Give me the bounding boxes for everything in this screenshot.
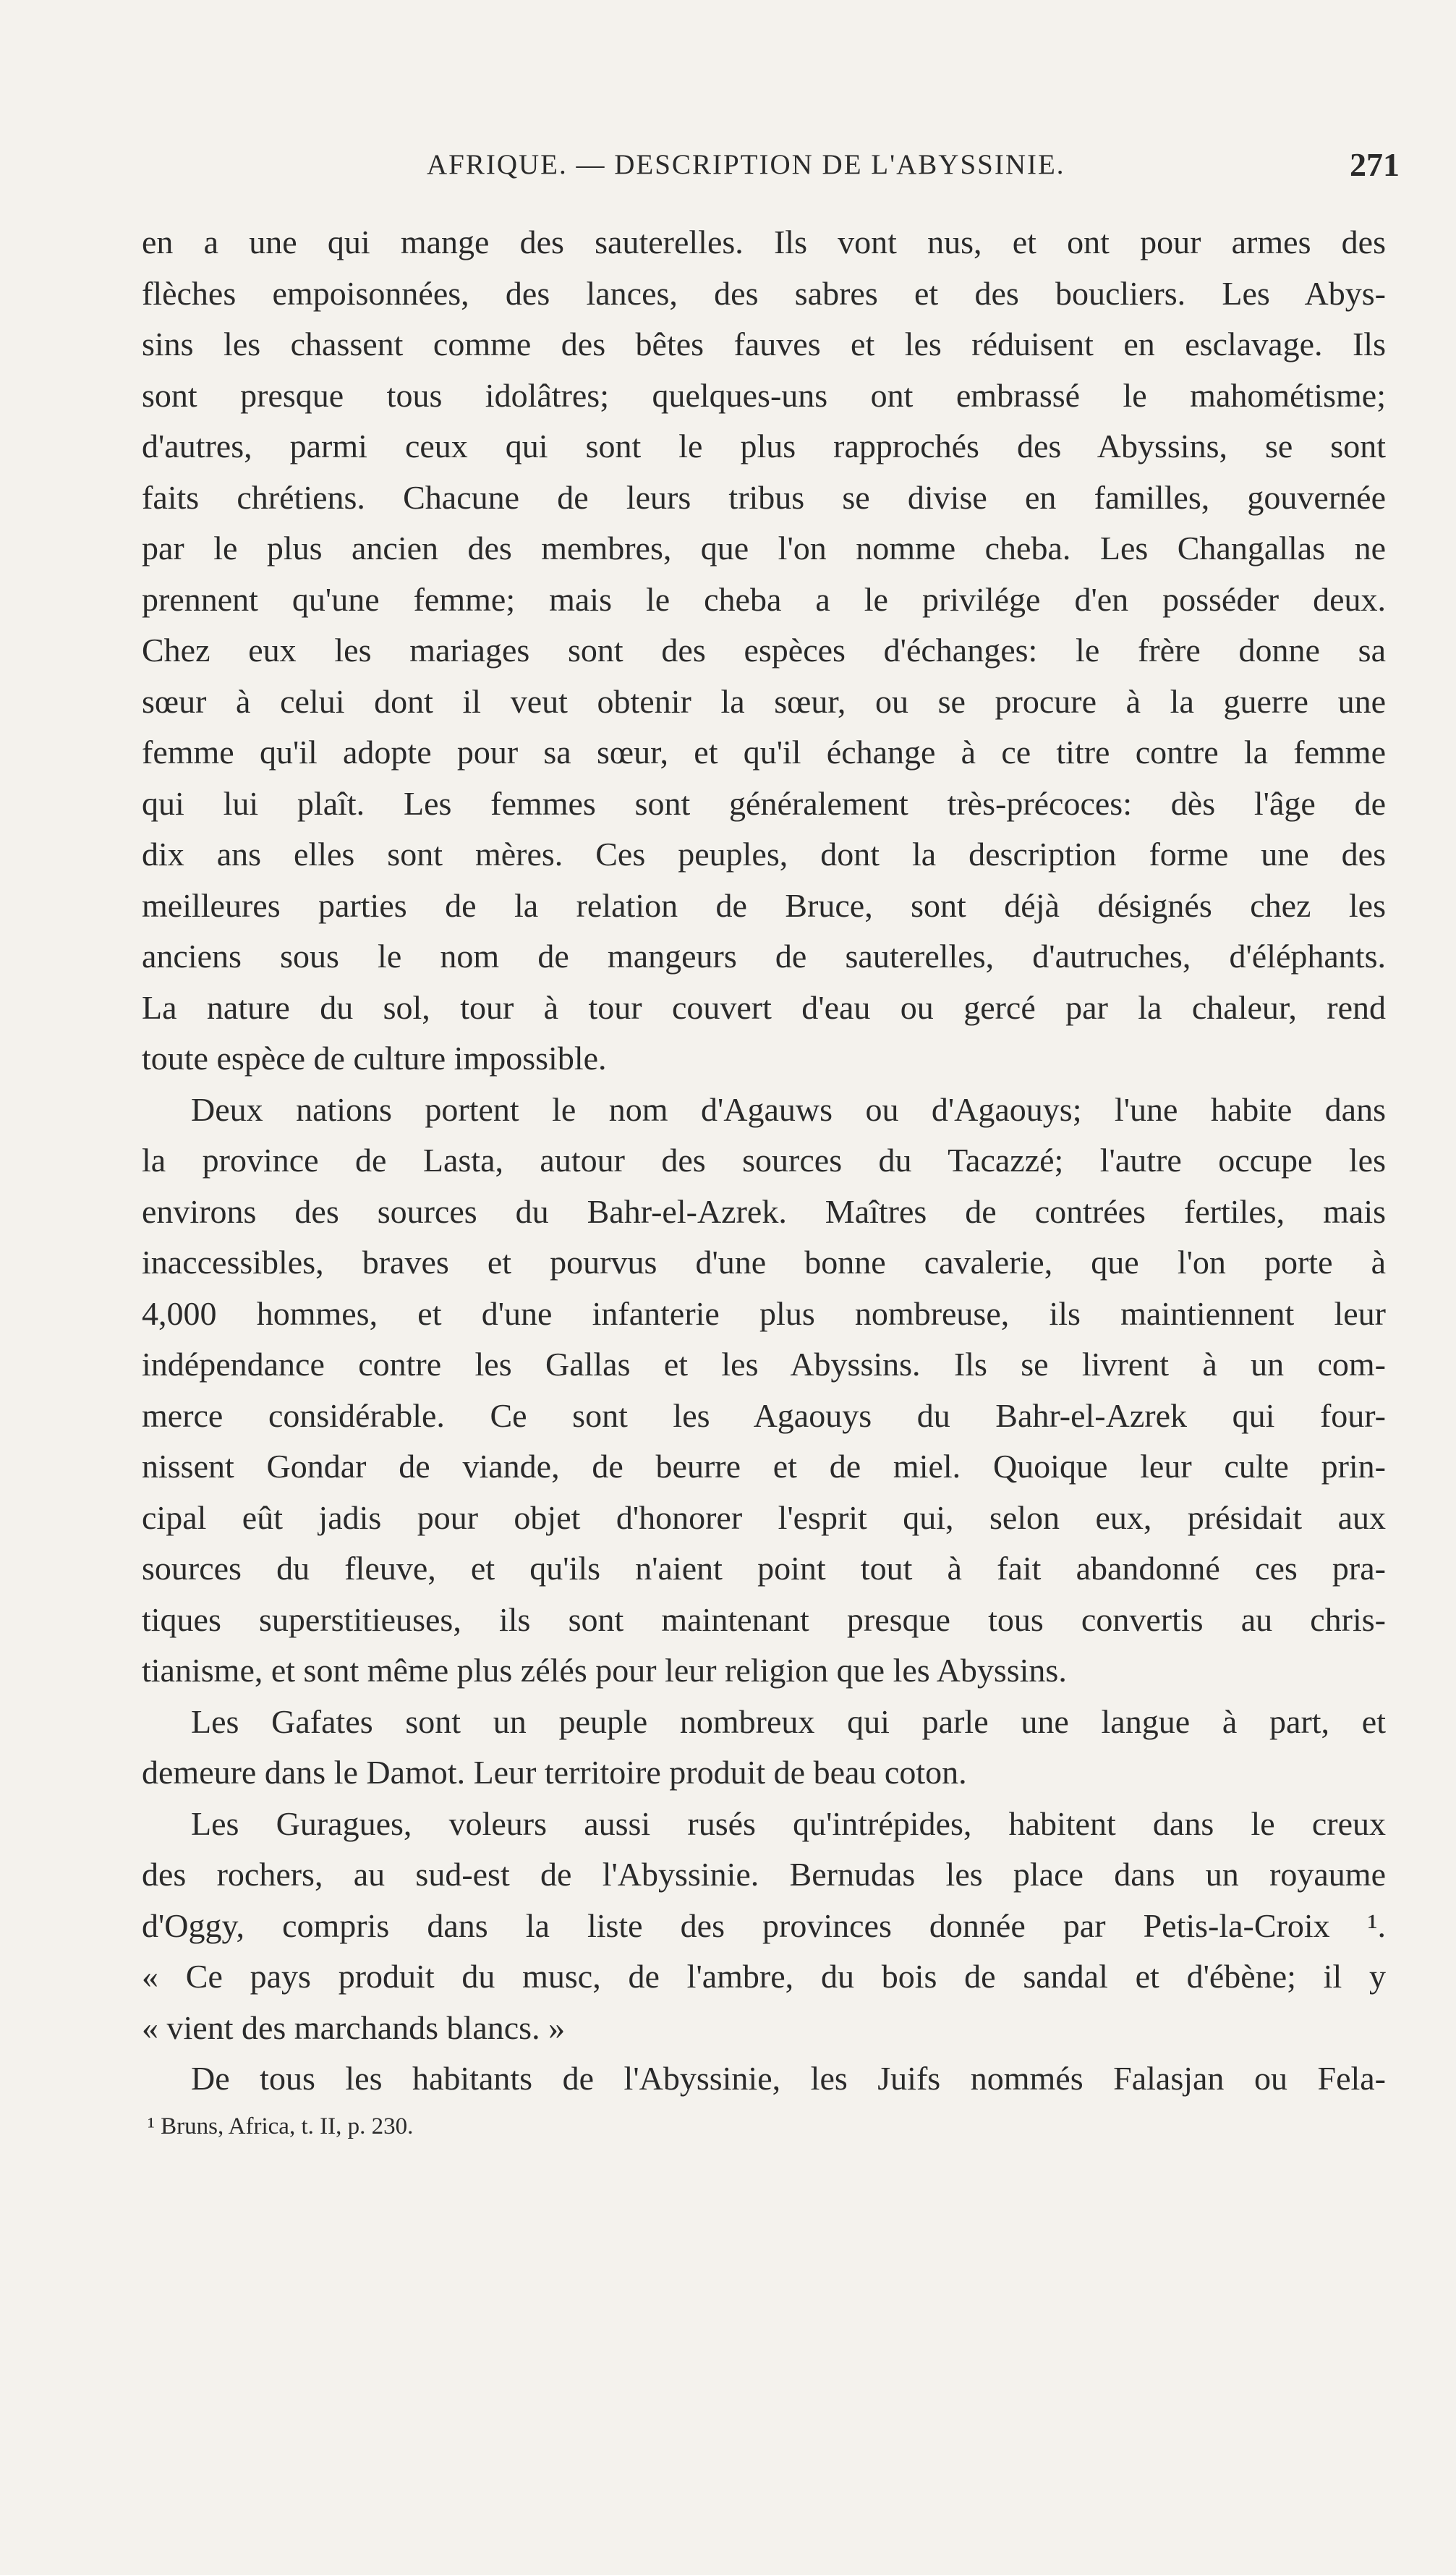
text-line: anciens sous le nom de mangeurs de sauterelles, d'autruches, d'éléphants. — [142, 938, 1386, 975]
text-line: indépendance contre les Gallas et les Abyssins. Ils se livrent à un com- — [142, 1346, 1386, 1383]
paragraph-start-line: Les Guragues, voleurs aussi rusés qu'intrépides, habitent dans le creux — [191, 1804, 1386, 1842]
page-number: 271 — [1350, 146, 1400, 183]
text-line: d'autres, parmi ceux qui sont le plus rapprochés des Abyssins, se sont — [142, 428, 1386, 464]
text-line: La nature du sol, tour à tour couvert d'eau ou gercé par la chaleur, rend — [142, 988, 1386, 1026]
text-line: nissent Gondar de viande, de beurre et de miel. Quoique leur culte prin- — [142, 1448, 1386, 1485]
text-line: demeure dans le Damot. Leur territoire produit de beau coton. — [142, 1754, 967, 1791]
text-line: tiques superstitieuses, ils sont maintenant presque tous convertis au chris- — [142, 1600, 1386, 1638]
text-line: faits chrétiens. Chacune de leurs tribus se divise en familles, gouvernée — [142, 478, 1386, 516]
text-line: la province de Lasta, autour des sources du Tacazzé; l'autre occupe les — [142, 1142, 1386, 1179]
body-text — [142, 217, 1386, 2148]
text-line: qui lui plaît. Les femmes sont généralement très-précoces: dès l'âge de — [142, 784, 1386, 822]
text-line: « vient des marchands blancs. » — [142, 2008, 566, 2046]
paragraph-start-line: Les Gafates sont un peuple nombreux qui parle une langue à part, et — [191, 1702, 1386, 1740]
text-line: environs des sources du Bahr-el-Azrek. Maîtres de contrées fertiles, mais — [142, 1192, 1386, 1230]
text-line: sœur à celui dont il veut obtenir la sœur, ou se procure à la guerre une — [142, 682, 1386, 720]
page-header — [427, 148, 1400, 192]
text-line: des rochers, au sud-est de l'Abyssinie. Bernudas les place dans un royaume — [142, 1856, 1386, 1893]
text-line: en a une qui mange des sauterelles. Ils vont nus, et ont pour armes des — [142, 224, 1386, 260]
text-line: sources du fleuve, et qu'ils n'aient point tout à fait abandonné ces pra- — [142, 1550, 1386, 1587]
paragraph-start-line: De tous les habitants de l'Abyssinie, les Juifs nommés Falasjan ou Fela- — [191, 2060, 1386, 2097]
text-line: par le plus ancien des membres, que l'on nomme cheba. Les Changallas ne — [142, 530, 1386, 567]
running-head: AFRIQUE. — DESCRIPTION DE L'ABYSSINIE. — [427, 149, 1065, 180]
text-line: d'Oggy, compris dans la liste des provinces donnée par Petis-la-Croix ¹. — [142, 1906, 1386, 1944]
text-line: « Ce pays produit du musc, de l'ambre, du bois de sandal et d'ébène; il y — [142, 1958, 1386, 1995]
text-line: femme qu'il adopte pour sa sœur, et qu'il échange à ce titre contre la femme — [142, 734, 1386, 771]
text-line: inaccessibles, braves et pourvus d'une bonne cavalerie, que l'on porte à — [142, 1244, 1386, 1281]
text-line: flèches empoisonnées, des lances, des sabres et des boucliers. Les Abys- — [142, 274, 1386, 312]
footnote: ¹ Bruns, Africa, t. II, p. 230. — [148, 2113, 414, 2139]
text-line: dix ans elles sont mères. Ces peuples, dont la description forme une des — [142, 836, 1386, 873]
text-line: 4,000 hommes, et d'une infanterie plus nombreuse, ils maintiennent leur — [142, 1294, 1386, 1332]
text-line: prennent qu'une femme; mais le cheba a le privilége d'en posséder deux. — [142, 580, 1386, 618]
text-line: Chez eux les mariages sont des espèces d'échanges: le frère donne sa — [142, 632, 1386, 669]
text-line: merce considérable. Ce sont les Agaouys du Bahr-el-Azrek qui four- — [142, 1396, 1386, 1434]
text-line: sont presque tous idolâtres; quelques-uns ont embrassé le mahométisme; — [142, 376, 1386, 414]
paragraph-start-line: Deux nations portent le nom d'Agauws ou d'Agaouys; l'une habite dans — [191, 1090, 1386, 1128]
text-line: tianisme, et sont même plus zélés pour leur religion que les Abyssins. — [142, 1652, 1067, 1689]
text-line: meilleures parties de la relation de Bruce, sont déjà désignés chez les — [142, 886, 1386, 924]
text-line: sins les chassent comme des bêtes fauves et les réduisent en esclavage. Ils — [142, 326, 1386, 362]
text-line: toute espèce de culture impossible. — [142, 1040, 607, 1077]
text-line: cipal eût jadis pour objet d'honorer l'esprit qui, selon eux, présidait aux — [142, 1498, 1386, 1536]
